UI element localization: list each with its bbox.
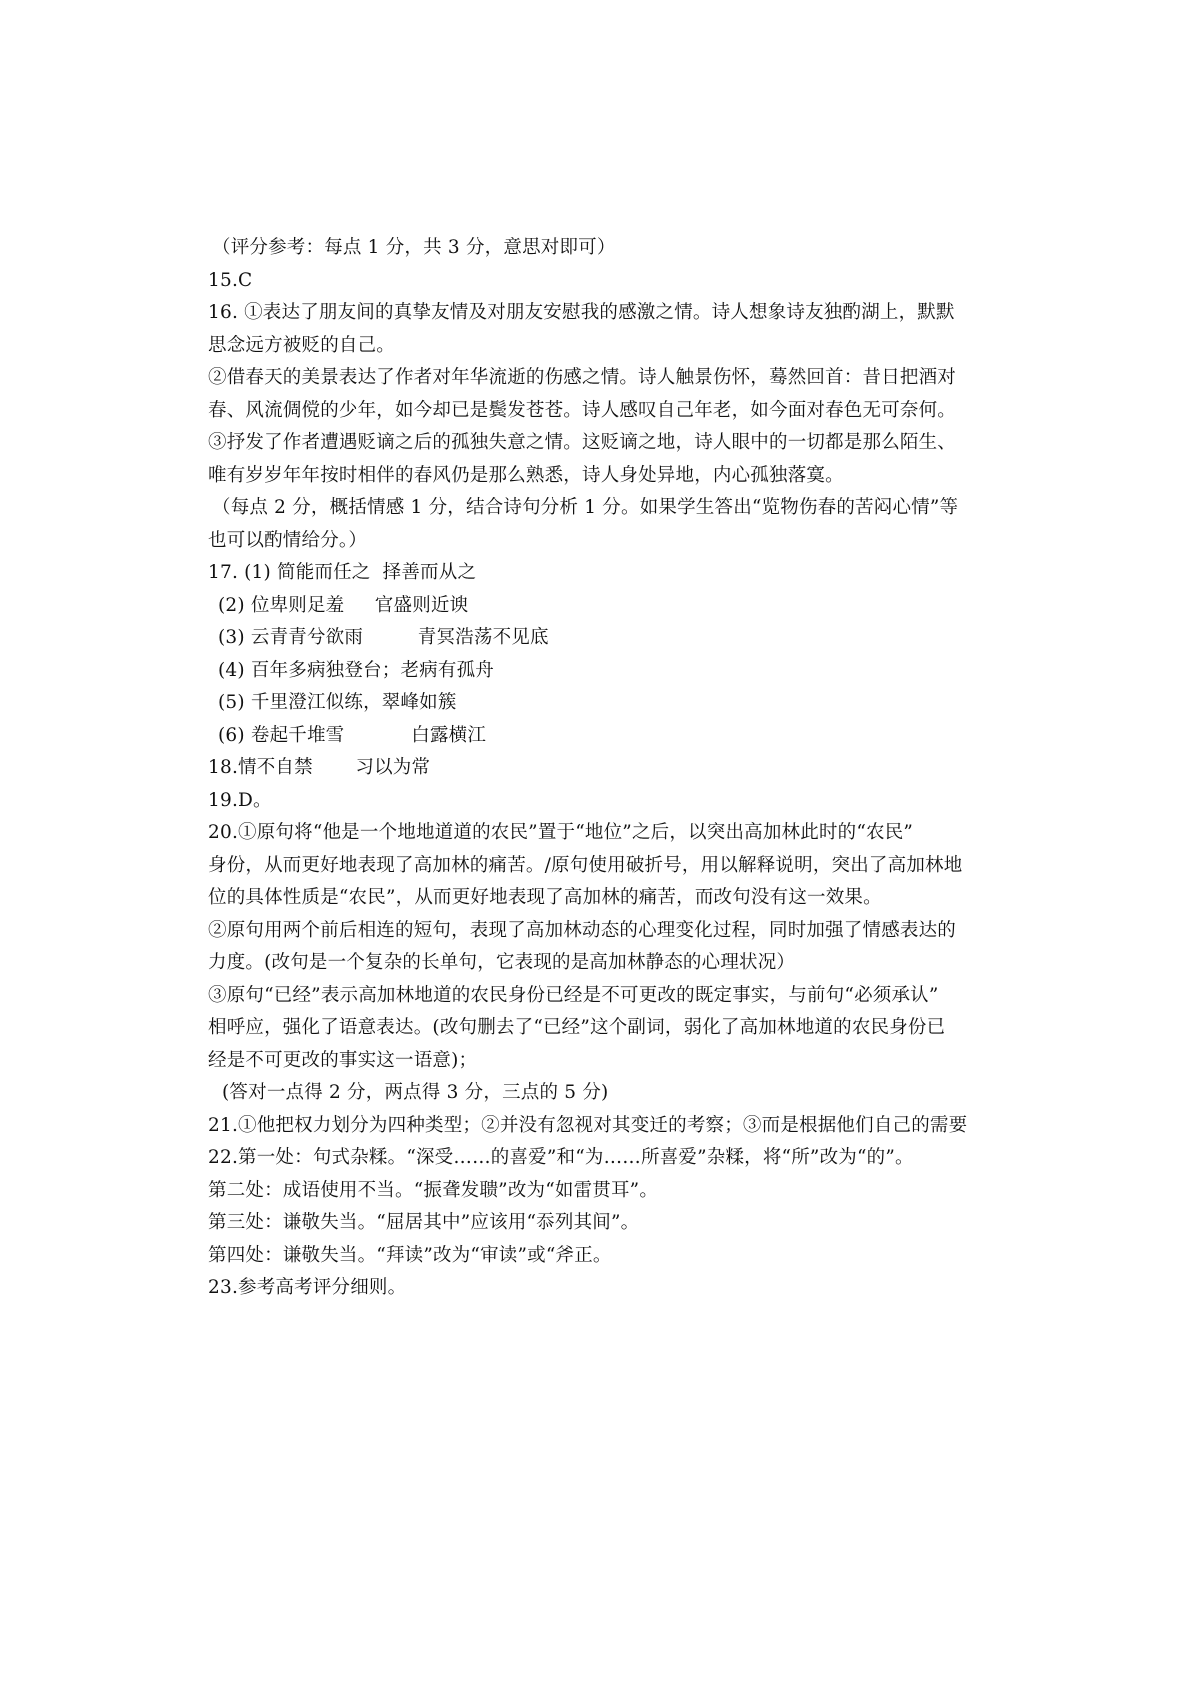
answer-20-point2-line2: 力度。(改句是一个复杂的长单句，它表现的是高加林静态的心理状况） (208, 952, 796, 973)
answer-20-point3-line2: 相呼应，强化了语意表达。(改句删去了“已经”这个副词，弱化了高加林地道的农民身份已 (208, 1017, 946, 1038)
answer-21: 21.①他把权力划分为四种类型；②并没有忽视对其变迁的考察；③而是根据他们自己的需要 (208, 1114, 968, 1136)
answer-22-item2: 第二处：成语使用不当。“振聋发聩”改为“如雷贯耳”。 (208, 1179, 659, 1201)
scoring-note-16-line1: （每点 2 分，概括情感 1 分，结合诗句分析 1 分。如果学生答出“览物伤春的苦闷心情”等 (212, 497, 959, 518)
answer-22-item3: 第三处：谦敬失当。“屈居其中”应该用“忝列其间”。 (208, 1212, 640, 1233)
answer-18: 18.情不自禁 习以为常 (208, 757, 431, 778)
answer-20-point2-line1: ②原句用两个前后相连的短句，表现了高加林动态的心理变化过程，同时加强了情感表达的 (208, 919, 957, 941)
answer-16-point2-line1: ②借春天的美景表达了作者对年华流逝的伤感之情。诗人触景伤怀，蓦然回首：昔日把酒对 (208, 367, 957, 388)
answer-17-item3: (3) 云青青兮欲雨 青冥浩荡不见底 (218, 627, 549, 648)
answer-22-item1: 22.第一处：句式杂糅。“深受……的喜爱”和“为……所喜爱”杂糅，将“所”改为“的”。 (208, 1147, 914, 1168)
answer-20-point3-line3: 经是不可更改的事实这一语意)； (208, 1049, 478, 1071)
answer-20-point3-line1: ③原句“已经”表示高加林地道的农民身份已经是不可更改的既定事实，与前句“必须承认” (208, 984, 939, 1006)
scoring-note-14: （评分参考：每点 1 分，共 3 分，意思对即可） (212, 237, 616, 258)
answer-17-item2: (2) 位卑则足羞 官盛则近谀 (218, 594, 469, 616)
answer-17-item1: 17. (1) 简能而任之 择善而从之 (208, 562, 477, 583)
scoring-note-16-line2: 也可以酌情给分。） (208, 529, 368, 551)
answer-20-point1-line3: 位的具体性质是“农民”，从而更好地表现了高加林的痛苦，而改句没有这一效果。 (208, 887, 882, 908)
answer-16-point3-line2: 唯有岁岁年年按时相伴的春风仍是那么熟悉，诗人身处异地，内心孤独落寞。 (208, 464, 844, 486)
answer-17-item5: (5) 千里澄江似练，翠峰如簇 (218, 692, 457, 713)
answer-key-text (208, 232, 998, 1305)
answer-16-point1-line2: 思念远方被贬的自己。 (208, 334, 396, 356)
scoring-note-20: (答对一点得 2 分，两点得 3 分，三点的 5 分) (222, 1082, 609, 1103)
answer-20-point1-line1: 20.①原句将“他是一个地地道道的农民”置于“地位”之后，以突出高加林此时的“农民” (208, 822, 914, 843)
answer-23: 23.参考高考评分细则。 (208, 1277, 407, 1298)
answer-16-point1-line1: 16. ①表达了朋友间的真挚友情及对朋友安慰我的感激之情。诗人想象诗友独酌湖上，默默 (208, 302, 955, 323)
answer-17-item6: (6) 卷起千堆雪 白露横江 (218, 724, 487, 746)
answer-16-point3-line1: ③抒发了作者遭遇贬谪之后的孤独失意之情。这贬谪之地，诗人眼中的一切都是那么陌生、 (208, 432, 957, 453)
answer-17-item4: (4) 百年多病独登台；老病有孤舟 (218, 659, 494, 681)
answer-15: 15.C (208, 269, 253, 291)
answer-19: 19.D。 (208, 789, 272, 811)
answer-16-point2-line2: 春、风流倜傥的少年，如今却已是鬓发苍苍。诗人感叹自己年老，如今面对春色无可奈何。 (208, 399, 957, 421)
answer-20-point1-line2: 身份，从而更好地表现了高加林的痛苦。/原句使用破折号，用以解释说明，突出了高加林地 (208, 854, 963, 876)
answer-22-item4: 第四处：谦敬失当。“拜读”改为“审读”或“斧正。 (208, 1244, 612, 1266)
